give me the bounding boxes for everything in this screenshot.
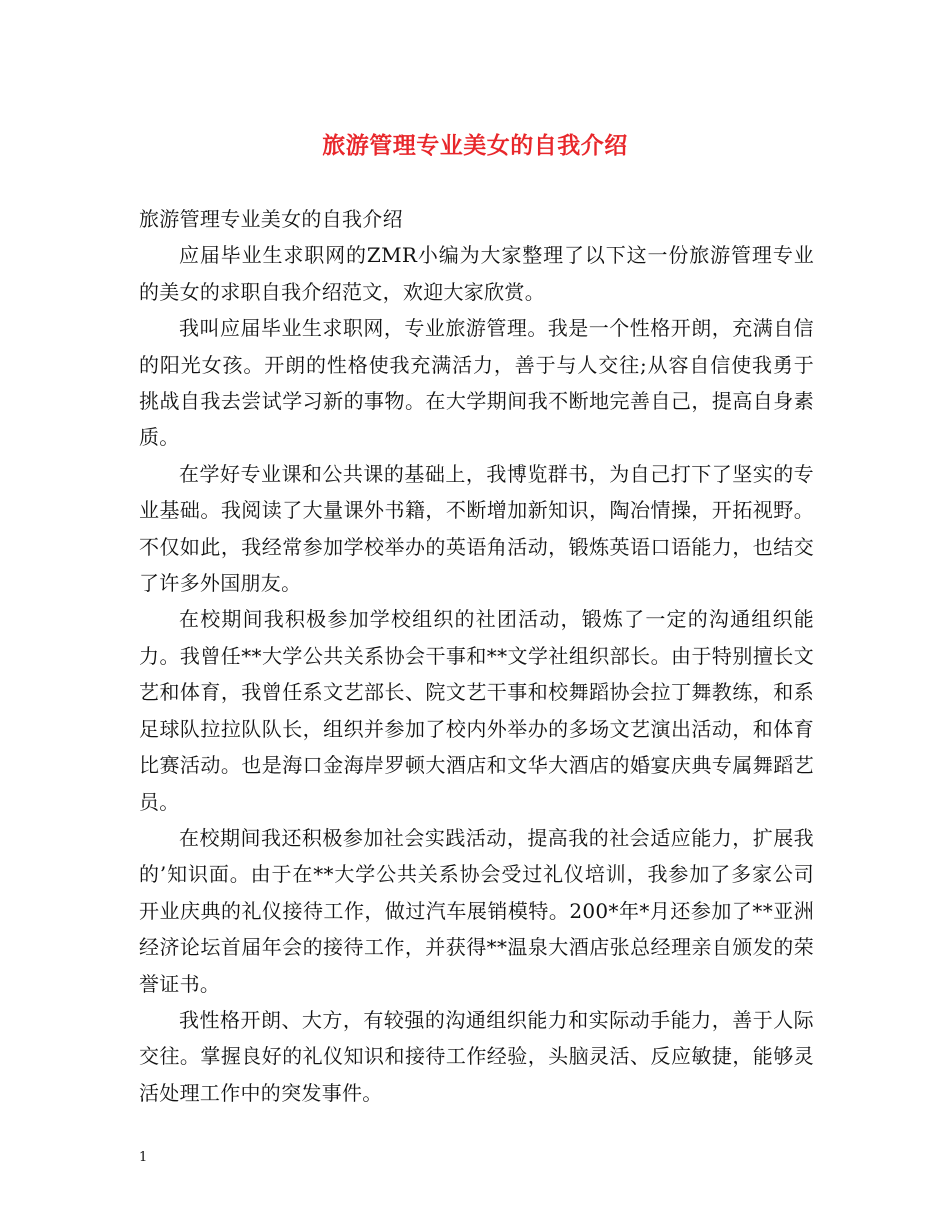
- document-title: 旅游管理专业美女的自我介绍: [322, 132, 628, 159]
- body-subtitle: 旅游管理专业美女的自我介绍: [139, 207, 403, 231]
- document-body: [139, 201, 814, 1111]
- paragraph-practice: 在校期间我还积极参加社会实践活动，提高我的社会适应能力，扩展我的’知识面。由于在**大学公共关系协会受过礼仪培训，我参加了多家公司开业庆典的礼仪接待工作，做过汽车展销模特。200*年*月还参加了**亚洲经济论坛首届年会的接待工作，并获得**温泉大酒店张总经理亲自颁发的荣誉证书。: [139, 825, 814, 996]
- paragraph-summary: 我性格开朗、大方，有较强的沟通组织能力和实际动手能力，善于人际交往。掌握良好的礼仪知识和接待工作经验，头脑灵活、反应敏捷，能够灵活处理工作中的突发事件。: [139, 1007, 814, 1105]
- paragraph-personality: 我叫应届毕业生求职网，专业旅游管理。我是一个性格开朗，充满自信的阳光女孩。开朗的性格使我充满活力，善于与人交往;从容自信使我勇于挑战自我去尝试学习新的事物。在大学期间我不断地完善自己，提高自身素质。: [139, 316, 814, 450]
- paragraph-study: 在学好专业课和公共课的基础上，我博览群书，为自己打下了坚实的专业基础。我阅读了大量课外书籍，不断增加新知识，陶冶情操，开拓视野。不仅如此，我经常参加学校举办的英语角活动，锻炼英语口语能力，也结交了许多外国朋友。: [139, 461, 814, 596]
- page-number: 1: [139, 1150, 148, 1165]
- paragraph-intro: 应届毕业生求职网的ZMR小编为大家整理了以下这一份旅游管理专业的美女的求职自我介绍范文，欢迎大家欣赏。: [139, 243, 814, 304]
- paragraph-activities: 在校期间我积极参加学校组织的社团活动，锻炼了一定的沟通组织能力。我曾任**大学公共关系协会干事和**文学社组织部长。由于特别擅长文艺和体育，我曾任系文艺部长、院文艺干事和校舞蹈协会拉丁舞教练，和系足球队拉拉队队长，组织并参加了校内外举办的多场文艺演出活动，和体育比赛活动。也是海口金海岸罗顿大酒店和文华大酒店的婚宴庆典专属舞蹈艺员。: [139, 607, 814, 814]
